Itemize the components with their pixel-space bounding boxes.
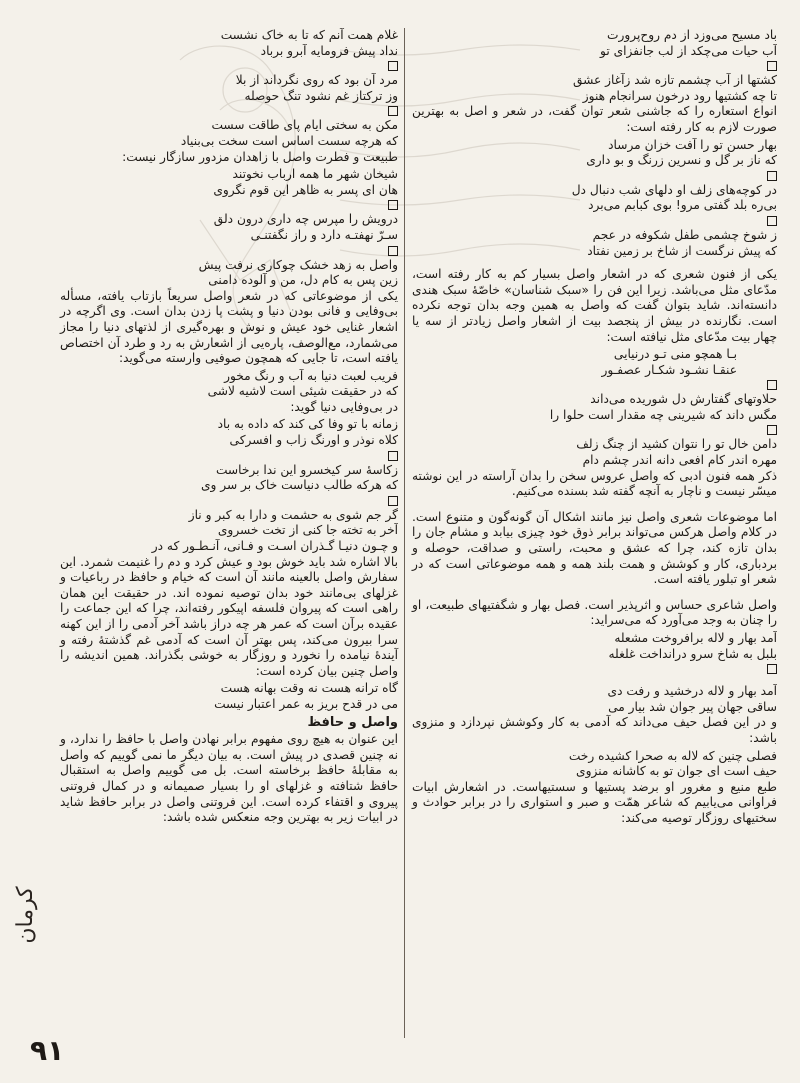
logo-text: کرمان bbox=[13, 886, 38, 944]
prose-paragraph: انواع استعاره را که جاشنی شعر توان گفت، در شعر و اصل به بهترین صورت لازم به کار رفته است: bbox=[412, 104, 777, 134]
poem-line: عنقـا نشـود شکـار عصفـور bbox=[601, 362, 737, 377]
prose-paragraph: این عنوان به هیچ روی مفهوم برابر نهادن واصل با حافظ را ندارد، و نه چنین قصدی در پیش است. به بیان دیگر ما نمی گوییم که واصل به مقابلهٔ حافظ برخاسته است. بل می گوییم واصل به استقبال حافظ شتافته و غزلهای او را بسیار صمیمانه و در کمال فروتنی پیروی و اقتفاء کرده است. این فروتنی واصل در برابر حافظ شاید در ابیات زیر به بهترین وجه منعکس شده باشد: bbox=[60, 732, 398, 825]
poem-line: و چـون دنیـا گـذران اسـت و فـانی، آنـطـور که در bbox=[151, 539, 398, 554]
poem-line: وز ترکتاز غم نشود تنگ حوصله bbox=[244, 88, 398, 103]
poem-line: شیخان شهر ما همه ارباب نخوتند bbox=[232, 167, 398, 182]
poem-line: بهار حسن تو را آفت خزان مرساد bbox=[608, 137, 777, 152]
prose-paragraph: طبیعت و فطرت واصل با زاهدان مزدور سازگار نیست: bbox=[122, 149, 398, 164]
poem-line: گاه ترانه هست نه وقت بهانه هست bbox=[220, 681, 398, 696]
square-icon bbox=[767, 216, 777, 226]
poem-line: سـرّ نهفتـه دارد و راز نگفتنـی bbox=[250, 227, 398, 242]
prose-paragraph: یکی از موضوعاتی که در شعر واصل سریعاً بازتاب یافته، مسأله بی‌وفایی و فانی بودن دنیا و پشت پا زدن بدان است. وی اگرچه در اشعار غنایی خود عیش و نوش و بهره‌گیری از لذتهای دنیا را مجاز می‌شمارد، مع‌الوصف، پاره‌یی از اشعارش به رد و طرد آن اختصاص یافته است، تا جایی که همچون صوفیی وارسته می‌گوید: bbox=[60, 288, 398, 366]
verse-separator bbox=[60, 244, 398, 258]
poem-line: زین پس به کام دل، من و آلوده دامنی bbox=[208, 273, 398, 288]
verse-separator bbox=[60, 198, 398, 212]
poem-line: نداد پیش فرومایه آبرو برباد bbox=[260, 43, 398, 58]
verse-separator bbox=[412, 169, 777, 183]
square-icon bbox=[388, 200, 398, 210]
poem-line: حلاوتهای گفتارش دل شوریده می‌داند bbox=[590, 392, 777, 407]
poem-line: مرد آن بود که روی نگرداند از بلا bbox=[235, 73, 398, 88]
poem-line: در کوچه‌های زلف او دلهای شب دنبال دل bbox=[571, 182, 777, 197]
square-icon bbox=[767, 664, 777, 674]
square-icon bbox=[388, 246, 398, 256]
verse-separator bbox=[60, 494, 398, 508]
prose-paragraph: ذکر همه فنون ادبی که واصل عروس سخن را بدان آراسته در این نوشته میسّر نیست و ناچار به آنچه گفته شد بسنده می‌کنیم. bbox=[412, 468, 777, 499]
poem-line: فریب لعبت دنیا به آب و رنگ مخور bbox=[224, 368, 398, 383]
paragraph-gap bbox=[412, 676, 777, 684]
prose-paragraph: در بی‌وفایی دنیا گوید: bbox=[290, 399, 398, 414]
verse-separator bbox=[412, 214, 777, 228]
square-icon bbox=[767, 61, 777, 71]
poem-line: که پیش نرگست از شاخ بر زمین نفتاد bbox=[587, 243, 777, 258]
verse-separator bbox=[60, 59, 398, 73]
paragraph-gap bbox=[412, 259, 777, 267]
poem-line: آمد بهار و لاله درخشید و رفت دی bbox=[607, 684, 777, 699]
poem-line: گر جم شوی به حشمت و دارا به کبر و ناز bbox=[188, 507, 398, 522]
poem-line: که هرکه طالب دنیاست خاک بر سر وی bbox=[200, 478, 398, 493]
verse-separator bbox=[412, 662, 777, 676]
prose-paragraph: یکی از فنون شعری که در اشعار واصل بسیار کم به کار رفته است، مدّعای مثل می‌باشد. زیرا این فن را «سبک شناسان» خاصّهٔ سبک هندی دانسته‌اند. شاید بتوان گفت که واصل به همین وجه بدان توجه نکرده است. نگارنده در بیش از پنجصد بیت از اشعار واصل زیادتر از سه یا چهار بیت مدّعای مثل نیافته است: bbox=[412, 267, 777, 344]
poem-line: غلام همت آنم که تا به خاک نشست bbox=[220, 28, 398, 42]
left-column bbox=[60, 28, 405, 1038]
poem-line: تا چه کشتیها رود درخون سرانجام هنوز bbox=[582, 88, 777, 103]
page-number: ۹۱ bbox=[30, 1034, 65, 1067]
poem-line: مگس داند که شیرینی چه مقدار است حلوا را bbox=[549, 407, 777, 422]
poem-line: درویش را مپرس چه داری درون دلق bbox=[213, 212, 398, 227]
poem-line: آب حیات می‌چکد از لب جانفزای تو bbox=[600, 43, 777, 58]
square-icon bbox=[388, 496, 398, 506]
prose-paragraph: طبع منیع و مغرور او برضد پستیها و سستیهاست. در اشعارش ابیات فراوانی می‌یابیم که شاعر همّت و صبر و استواری را در برابر حوادث و سختیهای روزگار توصیه می‌کند: bbox=[412, 779, 777, 825]
square-icon bbox=[767, 171, 777, 181]
poem-line: آخر به تخته جا کنی از تخت خسروی bbox=[217, 523, 398, 538]
square-icon bbox=[388, 451, 398, 461]
poem-line: زمانه با تو وفا کی کند که داده به باد bbox=[217, 417, 398, 432]
poem-line: که هرچه سست اساس است سخت بی‌بنیاد bbox=[180, 133, 398, 148]
paragraph-gap bbox=[412, 590, 777, 598]
poem-line: دامن خال تو را نتوان کشید از چنگ زلف bbox=[576, 437, 777, 452]
poem-line: واصل به زهد خشک چوکاری نرفت پیش bbox=[198, 257, 398, 272]
poem-line: باد مسیح می‌وزد از دم روح‌پرورت bbox=[607, 28, 777, 42]
poem-line: بلبل به شاخ سرو درانداخت غلغله bbox=[608, 646, 777, 661]
verse-separator bbox=[60, 104, 398, 118]
poem-line: که ناز بر گل و نسرین زرنگ و بو داری bbox=[586, 153, 777, 168]
right-column bbox=[412, 28, 777, 829]
paragraph-gap bbox=[412, 502, 777, 510]
verse-separator bbox=[412, 59, 777, 73]
poem-line: مهره اندر کام افعی دانه اندر چشم دام bbox=[582, 453, 777, 468]
prose-paragraph: بالا اشاره شد باید خوش بود و عیش کرد و دم را غنیمت شمرد. این سفارش واصل بالعینه مانند آن است که خیام و حافظ در رباعیات و غزلهای بی‌مانند خود بدان توصیه نموده اند. در حقیقت این همان راهی است که پیروان فلسفه اپیکور رفته‌اند، چرا که این جماعت را عقیده برآن است که عمر هر چه دراز باشد آخر آدمی را از این کهنه سرا بیرون می‌کند، پس بهتر آن است که آدمی غم گذشتهٔ رفته و آیندهٔ نیامده را نخورد و روزگار به خوشی بگذراند. همین اندیشه را واصل چنین بیان کرده است: bbox=[60, 554, 398, 678]
prose-paragraph: اما موضوعات شعری واصل نیز مانند اشکال آن گونه‌گون و متنوع است. در کلام واصل هرکس می‌تواند برابر ذوق خود چیزی بیابد و مشام جان را بدان تازه کند، چرا که عشق و محبت، راستی و صداقت، حوصله و بردباری، کار و کوشش و همت بلند همه و همه موضوعاتی است که در شعر او تبلور یافته است. bbox=[412, 509, 777, 587]
prose-paragraph: و در این فصل حیف می‌داند که آدمی به کار وکوشش نپردازد و منزوی باشد: bbox=[412, 715, 777, 745]
section-heading: واصل و حافظ bbox=[307, 714, 398, 730]
square-icon bbox=[388, 61, 398, 71]
kerman-logo bbox=[12, 840, 52, 990]
poem-line: که در حقیقت شیئی است لاشیه لاشی bbox=[207, 384, 398, 399]
poem-line: کشتها از آب چشمم تازه شد زآغاز عشق bbox=[572, 73, 777, 88]
poem-line: مکن به سختی ایام پای طاقت سست bbox=[211, 118, 398, 133]
poem-line: زکاسهٔ سر کیخسرو این ندا برخاست bbox=[215, 462, 398, 477]
poem-line: ز شوخ چشمی طفل شکوفه در عجم bbox=[592, 227, 777, 242]
poem-line: می در قدح بریز به عمر اعتبار نیست bbox=[214, 696, 398, 711]
poem-line: ساقی جهان پیر جوان شد بیار می bbox=[608, 699, 777, 714]
poem-line: حیف است ای جوان تو به کاشانه منزوی bbox=[576, 764, 777, 779]
poem-line: بی‌ره بلد گفتی مرو! بوی کبابم می‌برد bbox=[588, 198, 777, 213]
square-icon bbox=[388, 106, 398, 116]
poem-line: هان ای پسر به ظاهر این قوم نگروی bbox=[213, 182, 398, 197]
verse-separator bbox=[412, 378, 777, 392]
square-icon bbox=[767, 380, 777, 390]
poem-line: فصلی چنین که لاله به صحرا کشیده رخت bbox=[568, 748, 777, 763]
poem-line: کلاه نوذر و اورنگ زاب و افسرکی bbox=[229, 433, 398, 448]
poem-line: آمد بهار و لاله برافروخت مشعله bbox=[614, 631, 777, 645]
poem-line: بـا همچو منی تـو درنیایی bbox=[613, 347, 737, 362]
verse-separator bbox=[412, 423, 777, 437]
verse-separator bbox=[60, 449, 398, 463]
square-icon bbox=[767, 425, 777, 435]
prose-paragraph: واصل شاعری حساس و اثرپذیر است. فصل بهار و شگفتیهای طبیعت، او را چنان به وجد می‌آورد که می‌سراید: bbox=[412, 597, 777, 628]
